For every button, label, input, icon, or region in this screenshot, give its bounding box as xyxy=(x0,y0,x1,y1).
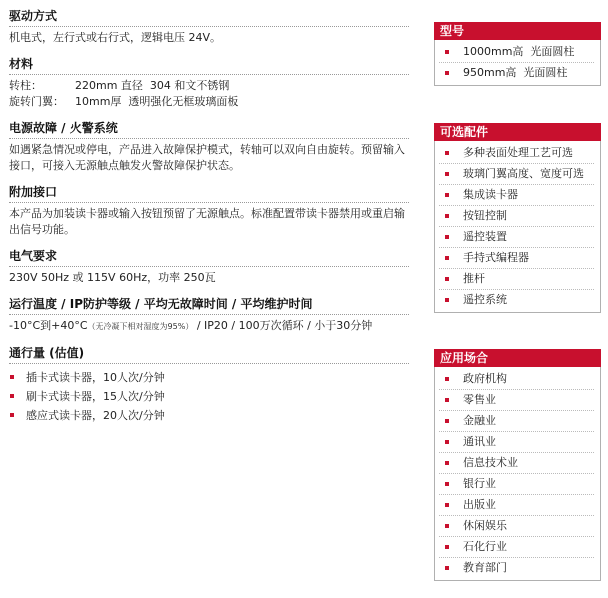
fault-section xyxy=(9,120,409,174)
applications-list xyxy=(435,367,600,580)
env-temperature: -10°C到+40°C xyxy=(9,319,88,332)
model-box xyxy=(434,22,601,86)
env-ratings: / IP20 / 100万次循环 / 小于30分钟 xyxy=(196,319,373,332)
list-item: 遥控装置 xyxy=(439,227,594,248)
model-list xyxy=(435,40,600,85)
list-item: 按钮控制 xyxy=(439,206,594,227)
fault-text: 如遇紧急情况或停电，产品进入故障保护模式，转轴可以双向自由旋转。预留输入接口，可接入无源触点触发火警故障保护状态。 xyxy=(9,143,405,172)
list-item: 推杆 xyxy=(439,269,594,290)
list-item: 教育部门 xyxy=(439,558,594,578)
list-item: 遥控系统 xyxy=(439,290,594,310)
list-item: 感应式读卡器，20人次/分钟 xyxy=(9,406,409,425)
spec-column xyxy=(9,8,409,435)
interface-title: 附加接口 xyxy=(9,184,409,203)
list-item: 刷卡式读卡器，15人次/分钟 xyxy=(9,387,409,406)
list-item: 政府机构 xyxy=(439,369,594,390)
list-item: 950mm高 光面圆柱 xyxy=(439,63,594,83)
list-item: 银行业 xyxy=(439,474,594,495)
list-item: 1000mm高 光面圆柱 xyxy=(439,42,594,63)
list-item: 金融业 xyxy=(439,411,594,432)
env-humidity-note: （无冷凝下相对湿度为95%） xyxy=(87,322,194,331)
options-box xyxy=(434,123,601,313)
throughput-list xyxy=(9,368,409,425)
list-item: 玻璃门翼高度、宽度可选 xyxy=(439,164,594,185)
drive-text: 机电式，左行式或右行式，逻辑电压 24V。 xyxy=(9,31,222,44)
material-key: 转柱： xyxy=(9,79,42,92)
material-section xyxy=(9,56,409,110)
list-item: 出版业 xyxy=(439,495,594,516)
options-title: 可选配件 xyxy=(434,123,601,141)
list-item: 集成读卡器 xyxy=(439,185,594,206)
material-value: 10mm厚 透明强化无框玻璃面板 xyxy=(75,95,239,108)
electric-text: 230V 50Hz 或 115V 60Hz，功率 250瓦 xyxy=(9,271,216,284)
material-row xyxy=(9,94,409,110)
env-text xyxy=(9,318,409,335)
material-title: 材料 xyxy=(9,56,409,75)
list-item: 零售业 xyxy=(439,390,594,411)
material-value: 220mm 直径 304 和文不锈钢 xyxy=(75,79,230,92)
electric-title: 电气要求 xyxy=(9,248,409,267)
model-title: 型号 xyxy=(434,22,601,40)
env-section xyxy=(9,296,409,335)
list-item: 信息技术业 xyxy=(439,453,594,474)
material-key: 旋转门翼： xyxy=(9,95,64,108)
drive-section xyxy=(9,8,409,46)
options-list xyxy=(435,141,600,312)
interface-text: 本产品为加装读卡器或输入按钮预留了无源触点。标准配置带读卡器禁用或重启输出信号功能。 xyxy=(9,207,405,236)
interface-section xyxy=(9,184,409,238)
env-title: 运行温度 / IP防护等级 / 平均无故障时间 / 平均维护时间 xyxy=(9,296,409,315)
applications-box xyxy=(434,349,601,581)
throughput-title: 通行量 (估值) xyxy=(9,345,409,364)
list-item: 手持式编程器 xyxy=(439,248,594,269)
drive-title: 驱动方式 xyxy=(9,8,409,27)
fault-title: 电源故障 / 火警系统 xyxy=(9,120,409,139)
electric-section xyxy=(9,248,409,286)
list-item: 石化行业 xyxy=(439,537,594,558)
list-item: 多种表面处理工艺可选 xyxy=(439,143,594,164)
list-item: 插卡式读卡器，10人次/分钟 xyxy=(9,368,409,387)
material-row xyxy=(9,78,409,94)
throughput-section xyxy=(9,345,409,425)
applications-title: 应用场合 xyxy=(434,349,601,367)
list-item: 休闲娱乐 xyxy=(439,516,594,537)
list-item: 通讯业 xyxy=(439,432,594,453)
